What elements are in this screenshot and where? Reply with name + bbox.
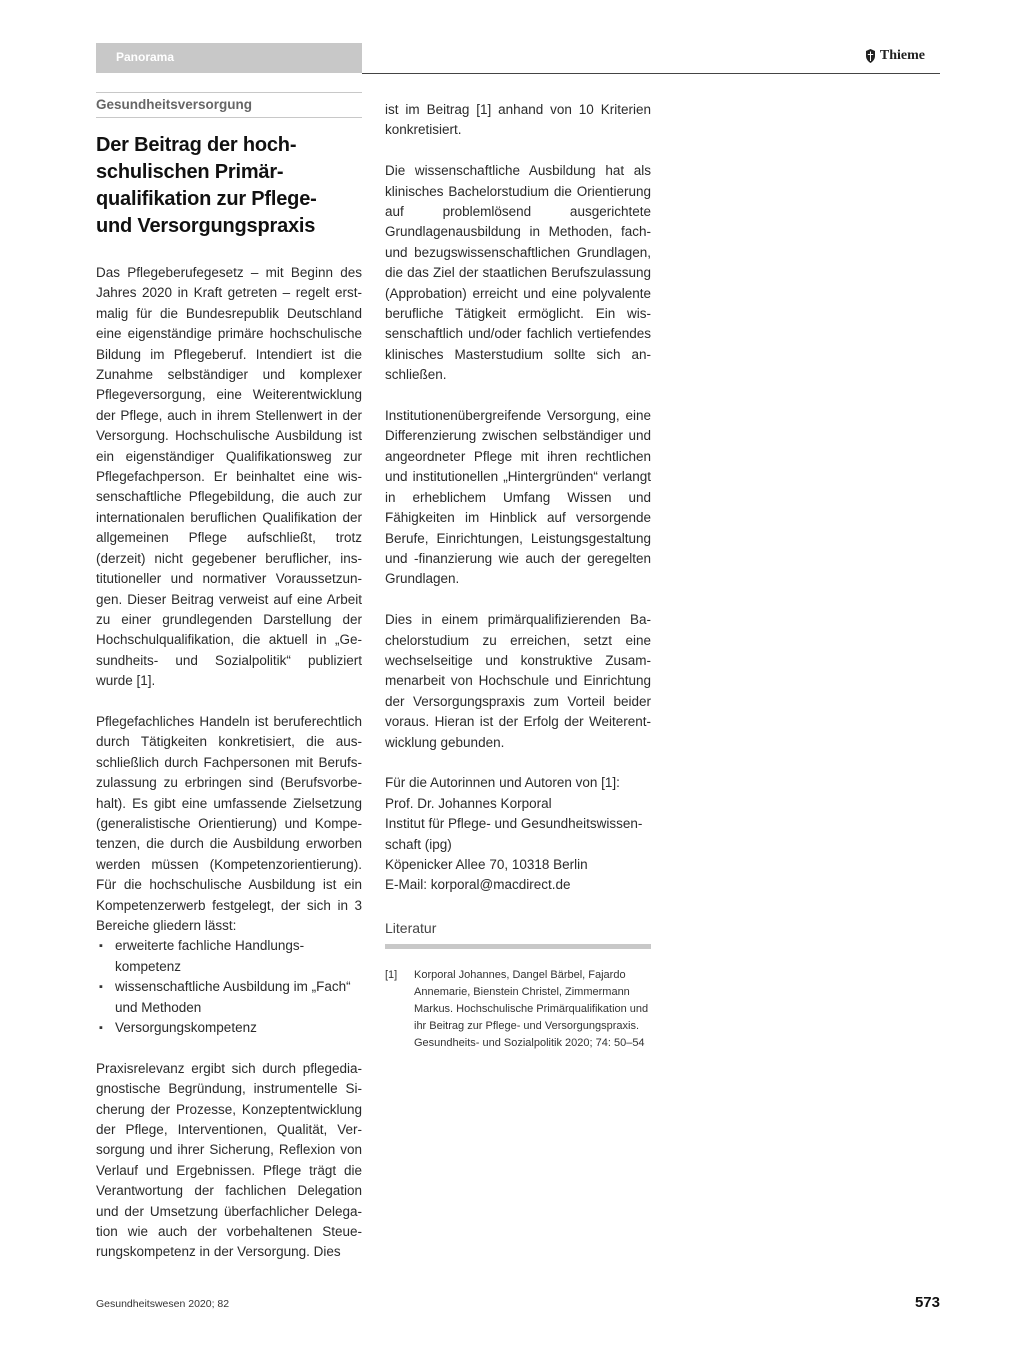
contact-institute: Institut für Pflege- und Gesundheitswissenschaft (ipg): [385, 816, 643, 852]
competence-list: [96, 936, 362, 1038]
list-item: ▪ wissenschaftliche Ausbildung im „Fach“ und Methoden: [96, 977, 362, 1018]
article-category: Gesundheitsversorgung: [96, 92, 362, 118]
title-line: Der Beitrag der hoch-: [96, 134, 297, 156]
publisher-logo: [865, 48, 925, 64]
literature-heading: Literatur: [385, 920, 651, 949]
header-rule: [362, 73, 940, 74]
section-header-bar: [96, 43, 362, 73]
reference-number: [1]: [385, 968, 398, 981]
title-line: qualifikation zur Pflege-: [96, 188, 317, 210]
body-paragraph: ist im Beitrag [1] anhand von 10 Kriterien konkretisiert.: [385, 102, 651, 138]
article-middle-column: [385, 100, 651, 1052]
section-label-panorama: Panorama: [116, 50, 175, 64]
reference-text: Korporal Johannes, Dangel Bärbel, Fajardo Annemarie, Bienstein Christel, Zimmermann Markus. Hochschulische Primärqualifikation und ihr Beitrag zur Pflege- und Versorgungspraxis. Gesundheits- und Sozialpolitik 2020; 74: 50–54: [414, 968, 649, 1049]
contact-name: Prof. Dr. Johannes Korporal: [385, 795, 552, 811]
body-paragraph: Dies in einem primärqualifizierenden Bachelorstudium zu erreichen, setzt eine wechselseitige und konstruktive Zusammenarbeit von Hochschule und Einrichtung der Versorgungspraxis zum Vorteil beider voraus. Hieran ist der Erfolg der Weiterentwicklung gebunden.: [385, 612, 651, 750]
contact-email[interactable]: E-Mail: korporal@macdirect.de: [385, 877, 571, 893]
title-line: und Versorgungspraxis: [96, 215, 316, 237]
body-paragraph: Praxisrelevanz ergibt sich durch pflegediagnostische Begründung, instrumentelle Sicherung der Prozesse, Konzeptentwicklung der Pflege, Interventionen, Qualität, Versorgung und ihrer Sicherung, Reflexion von Verlauf und Ergebnissen. Pflege trägt die Verantwortung der fachlichen Delegation und der Umsetzung überfachlicher Delegation wie auch der vorbehaltenen Steuerungskompetenz in der Versorgung. Dies: [96, 1060, 362, 1260]
list-item: ▪ Versorgungskompetenz: [96, 1018, 362, 1038]
article-left-column: [96, 92, 362, 1263]
reference-item: [385, 967, 651, 1052]
contact-address: Köpenicker Allee 70, 10318 Berlin: [385, 856, 588, 872]
author-contact: [385, 773, 651, 895]
body-paragraph: Institutionenübergreifende Versorgung, eine Differenzierung zwischen selbständiger und angeordneter Pflege mit ihren rechtlichen und institutionellen „Hintergründen“ verlangt in erheblichem Umfang Wissen und Fähigkeiten im Hinblick auf versorgende Berufe, Einrichtungen, Leistungsgestaltung und -finanzierung wie auch der geregelten Grundlagen.: [385, 408, 651, 587]
list-item: ▪ erweiterte fachliche Handlungskompetenz: [96, 936, 362, 977]
title-line: schulischen Primär-: [96, 161, 284, 183]
contact-line: Für die Autorinnen und Autoren von [1]:: [385, 775, 620, 791]
thieme-crest-icon: [865, 49, 876, 63]
page-number: 573: [914, 1294, 940, 1311]
body-paragraph: Pflegefachliches Handeln ist beruferechtlich durch Tätigkeiten konkretisiert, die ausschließlich durch Fachpersonen mit Berufszulassung zu erbringen sind (Berufsvorbehalt). Es gibt eine umfassende Zielsetzung (generalistische Orientierung) und Kompetenzen, die durch die Ausbildung erworben werden müssen (Kompetenzorientierung). Für die hochschulische Ausbildung ist ein Kompetenzerwerb festgelegt, der sich in 3 Bereiche gliedern lässt:: [96, 713, 362, 933]
body-paragraph: Die wissenschaftliche Ausbildung hat als klinisches Bachelorstudium die Orientierung auf problemlösend ausgerichtete Grundlagenausbildung in Methoden, fach- und bezugswissenschaftlichen Grundlagen, die das Ziel der staatlichen Berufszulassung (Approbation) erreicht und eine polyvalente berufliche Tätigkeit ermöglicht. Ein wissenschaftlich und/oder fachlich vertiefendes klinisches Masterstudium sollte sich anschließen.: [385, 163, 651, 383]
publisher-name: Thieme: [879, 48, 925, 63]
body-paragraph: Das Pflegeberufegesetz – mit Beginn des Jahres 2020 in Kraft getreten – regelt erstmalig für die Bundesrepublik Deutschland eine eigenständige primäre hochschulische Bildung im Pflegeberuf. Intendiert ist die Zunahme selbständiger und komplexer Pflegeversorgung, eine Weiterentwicklung der Pflege, auch in ihrem Stellenwert in der Versorgung. Hochschulische Ausbildung ist ein eigenständiger Qualifikationsweg zur Pflegefachperson. Er beinhaltet eine wissenschaftliche Pflegebildung, die auch zur internationalen beruflichen Qualifikation der allgemeinen Pflege aufschließt, trotz (derzeit) nicht gegebener beruflicher, institutioneller und normativer Voraussetzungen. Dieser Beitrag verweist auf eine Arbeit zu einer grundlegenden Darstellung der Hochschulqualifikation, die aktuell in „Gesundheits- und Sozialpolitik“ publiziert wurde [1].: [96, 265, 362, 689]
footer-journal-citation: Gesundheitswesen 2020; 82: [96, 1298, 230, 1310]
article-title: [96, 132, 362, 240]
